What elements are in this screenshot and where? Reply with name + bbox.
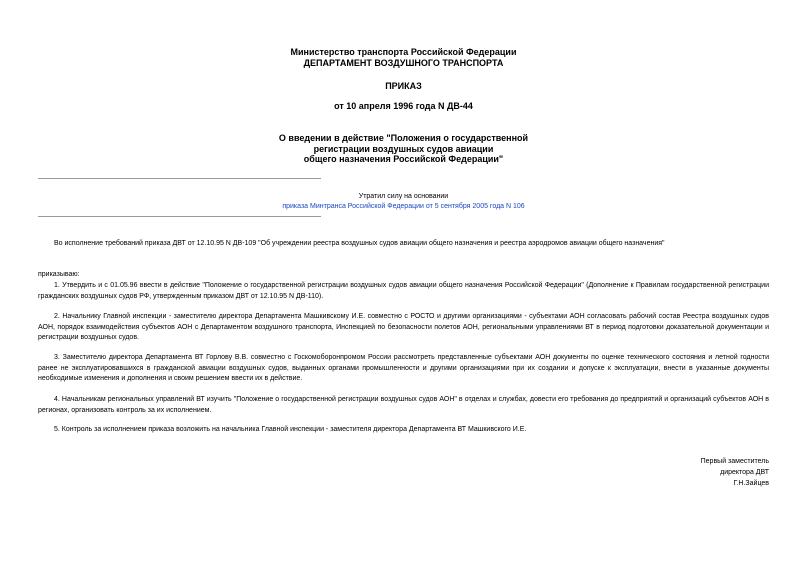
- signatory-position-1: Первый заместитель: [700, 458, 769, 465]
- divider-bottom: [38, 216, 321, 217]
- subject-line-3: общего назначения Российской Федерации": [303, 154, 504, 164]
- order-item-4: 4. Начальникам региональных управлений ВТ изучить "Положение о государственной регистрации воздушных судов АОН" в отделах и службах, довести его требования до предприятий и организаций субъектов АОН в регионах, организовать контроль за их исполнением.: [38, 396, 769, 414]
- document-type: ПРИКАЗ: [385, 81, 422, 91]
- department-name: ДЕПАРТАМЕНТ ВОЗДУШНОГО ТРАНСПОРТА: [303, 57, 504, 68]
- order-item-2: 2. Начальнику Главной инспекции - заместителю директора Департамента Машкивскому И.Е. совместно с РОСТО и другими организациями - субъектами АОН согласовать рабочий состав Реестра воздушных судов АОН, порядок взаимодействия субъектов АОН с Департаментом воздушного транспорта, Инспекцией по безопасности полетов АОН, региональными управлениями ВТ в период подготовки доказательной документации и регистрации воздушных судов.: [38, 313, 769, 341]
- document-header: [0, 47, 807, 68]
- signatory-position-2: директора ДВТ: [720, 469, 769, 476]
- signatory-name: Г.Н.Зайцев: [733, 480, 769, 487]
- divider-top: [38, 178, 321, 179]
- document-subject: [0, 133, 807, 165]
- repeal-note: Утратил силу на основании: [358, 193, 449, 200]
- order-item-3: 3. Заместителю директора Департамента ВТ Горлову В.В. совместно с Госкомоборонпромом России рассмотреть представленные субъектами АОН документы по оценке технического состояния и летной годности ранее не эксплуатировавшихся в гражданской авиации воздушных судов, выданных органами промышленности и другими организациями при их создании и допуске к эксплуатации, внести в указанные документы необходимые изменения и дополнения и своим решением ввести их в действие.: [38, 354, 769, 382]
- order-item-5: 5. Контроль за исполнением приказа возложить на начальника Главной инспекции - заместителя директора Департамента ВТ Машкивского И.Е.: [54, 426, 527, 433]
- subject-line-1: О введении в действие "Положения о государственной: [278, 133, 529, 143]
- document-date-number: от 10 апреля 1996 года N ДВ-44: [334, 101, 473, 111]
- repeal-order-link[interactable]: приказа Минтранса Российской Федерации от 5 сентября 2005 года N 106: [282, 203, 525, 210]
- order-item-1: 1. Утвердить и с 01.05.96 ввести в действие "Положение о государственной регистрации воздушных судов авиации общего назначения Российской Федерации" (Дополнение к Правилам государственной регистрации гражданских воздушных судов РФ, утвержденным приказом ДВТ от 12.10.95 N ДВ-110).: [38, 282, 769, 300]
- signature-block: [701, 456, 769, 489]
- subject-line-2: регистрации воздушных судов авиации: [313, 143, 494, 154]
- order-word: приказываю:: [38, 271, 80, 278]
- ministry-name: Министерство транспорта Российской Федерации: [290, 47, 517, 57]
- preamble-paragraph: Во исполнение требований приказа ДВТ от 12.10.95 N ДВ-109 "Об учреждении реестра воздушных судов авиации общего назначения и реестра аэродромов авиации общего назначения": [54, 240, 665, 247]
